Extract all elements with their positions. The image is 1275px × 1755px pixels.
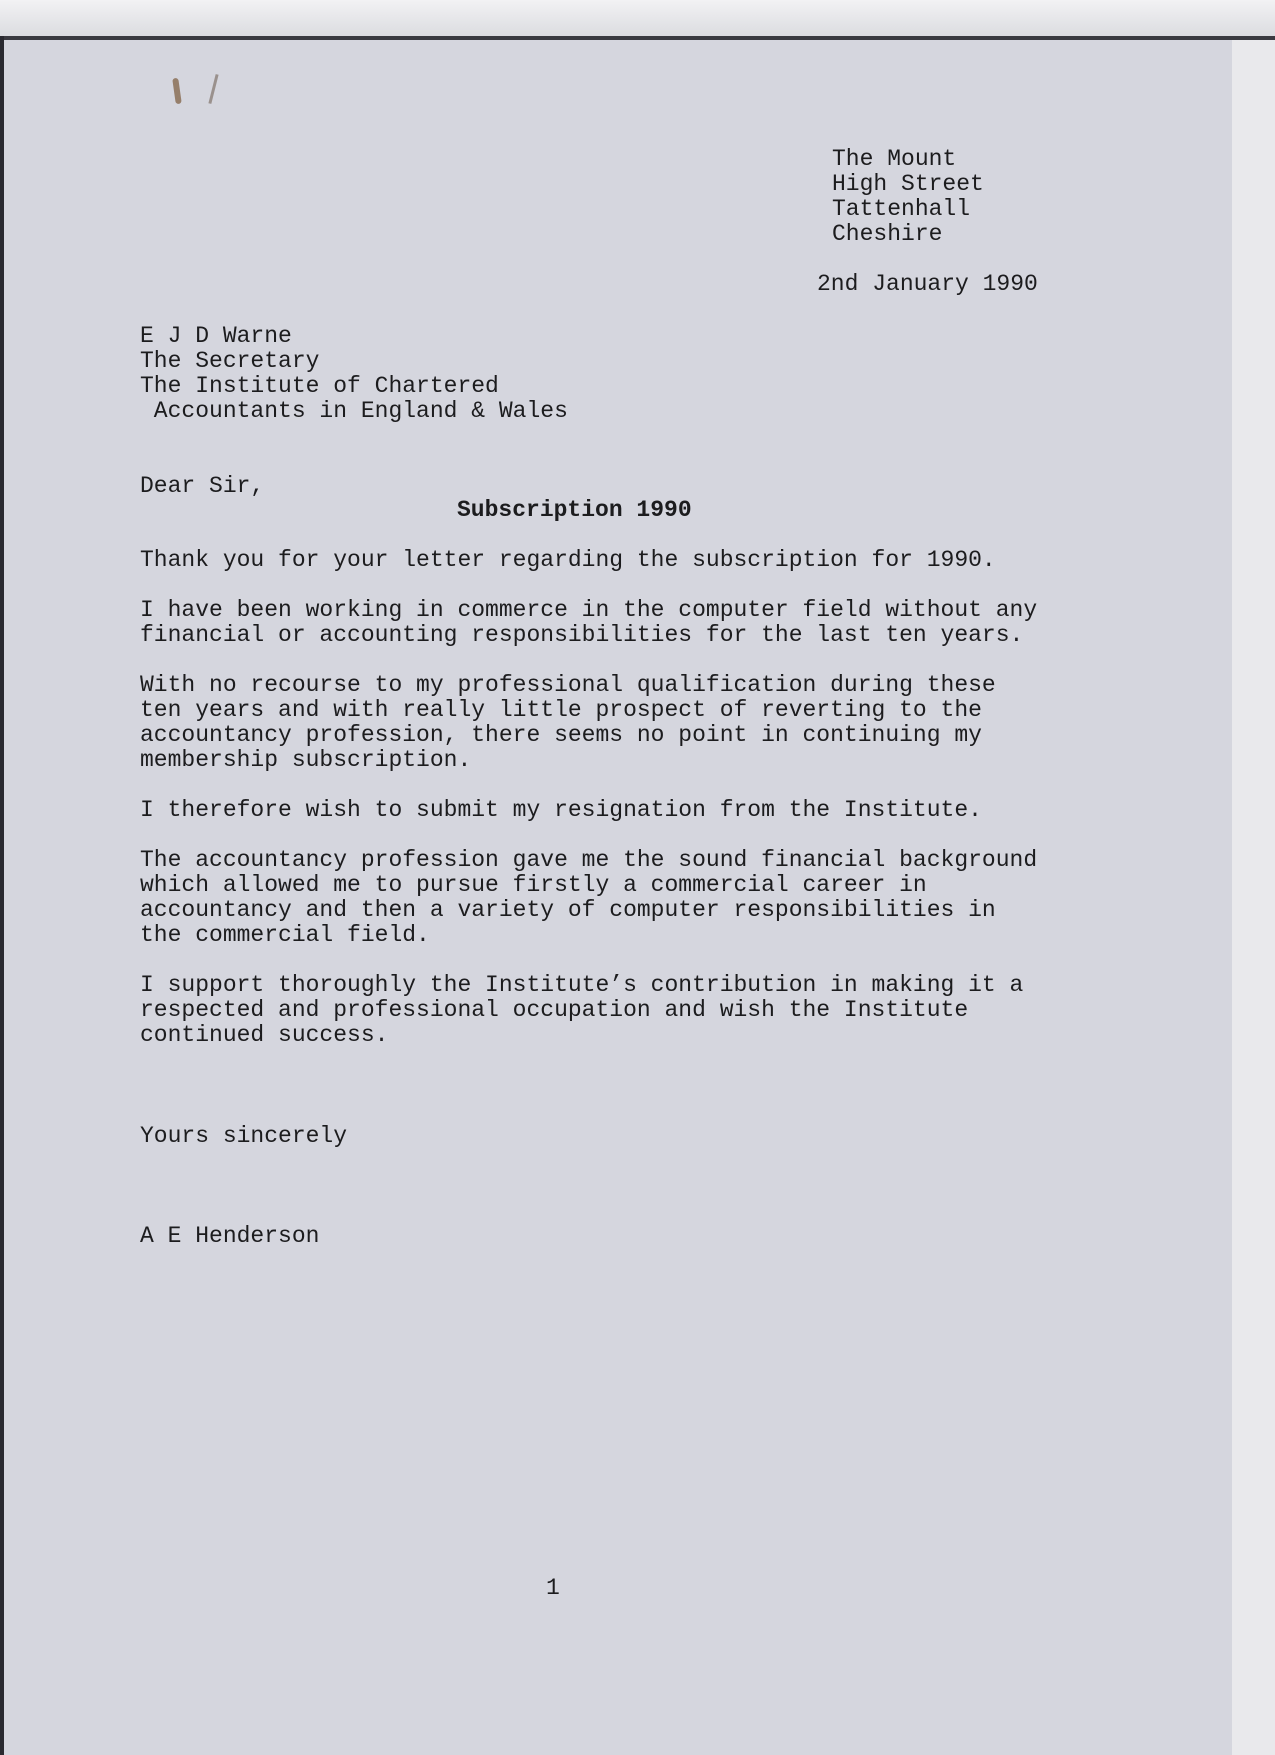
scan-border-top [0, 0, 1275, 40]
sender-address-line: The Mount [832, 146, 957, 172]
body-paragraph: I therefore wish to submit my resignation from the Institute. [140, 797, 982, 823]
body-paragraph: I have been working in commerce in the computer field without any financial or accounting responsibilities for the last ten years. [140, 597, 1038, 648]
subject-heading: Subscription 1990 [457, 497, 692, 523]
recipient-line: The Institute of Chartered [140, 373, 499, 399]
body-paragraph: The accountancy profession gave me the sound financial background which allowed me to pursue firstly a commercial career in accountancy and then a variety of computer responsibilities in the commercial field. [140, 847, 1038, 948]
recipient-line: Accountants in England & Wales [140, 398, 568, 424]
sender-address-line: Tattenhall [832, 196, 971, 222]
recipient-line: The Secretary [140, 348, 320, 374]
scan-border-right [1232, 40, 1275, 1755]
salutation: Dear Sir, [140, 473, 265, 499]
sender-address-line: High Street [832, 171, 984, 197]
letter-date: 2nd January 1990 [817, 271, 1038, 297]
signature-name: A E Henderson [140, 1223, 320, 1249]
body-paragraph: Thank you for your letter regarding the subscription for 1990. [140, 547, 996, 573]
sender-address-line: Cheshire [832, 221, 943, 247]
body-paragraph: I support thoroughly the Institute’s contribution in making it a respected and professional occupation and wish the Institute continued success. [140, 972, 1024, 1048]
closing: Yours sincerely [140, 1123, 348, 1149]
page-number: 1 [546, 1575, 560, 1601]
recipient-line: E J D Warne [140, 323, 292, 349]
body-paragraph: With no recourse to my professional qualification during these ten years and with really little prospect of reverting to the accountancy profession, there seems no point in continuing my membership subscription. [140, 672, 996, 773]
